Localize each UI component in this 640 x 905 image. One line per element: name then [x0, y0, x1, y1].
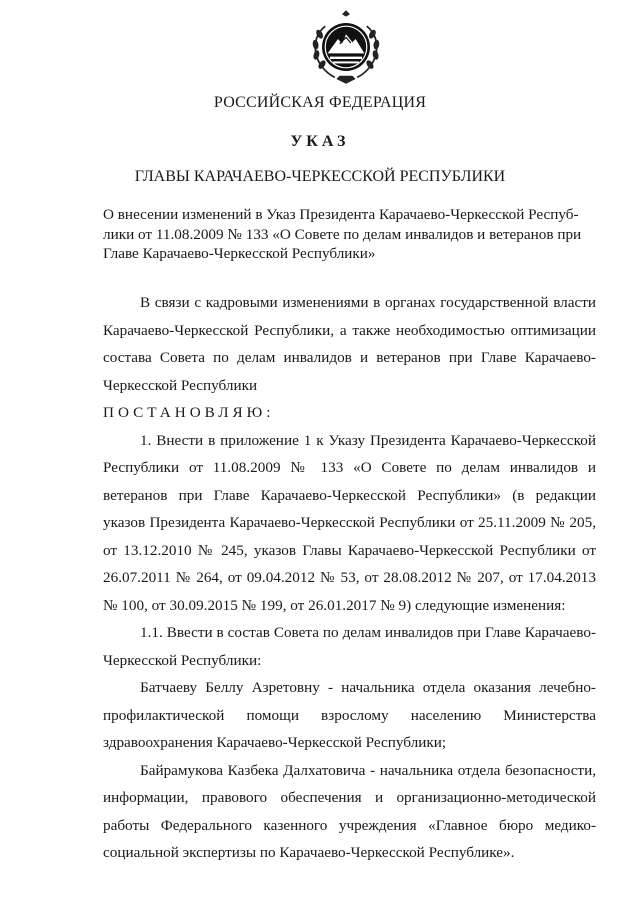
- republic-emblem-icon: [306, 7, 386, 87]
- preamble-paragraph: В связи с кадровыми изменениями в органах государственной власти Карачаево-Черкесской Республики, а также необходимостью оптимизации состава Совета по делам инвалидов и ветеранов при Главе Карачаево-Черкесской Республики: [103, 294, 596, 394]
- council-member-paragraph: Байрамукова Казбека Далхатовича - начальника отдела безопасности, информации, правового обеспечения и организационно-методической работы Федерального казенного учреждения «Главное бюро медико-социальной экспертизы по Карачаево-Черкесской Республике».: [103, 761, 596, 861]
- document-subject: [103, 205, 593, 264]
- decree-word: ПОСТАНОВЛЯЮ:: [103, 404, 275, 421]
- document-body: [103, 289, 596, 867]
- subject-line: О внесении изменений в Указ Президента Карачаево-Черкесской Респуб-: [103, 206, 579, 223]
- subject-line: Главе Карачаево-Черкесской Республики»: [103, 245, 376, 262]
- subject-line: лики от 11.08.2009 № 133 «О Совете по делам инвалидов и ветеранов при: [103, 225, 582, 243]
- item-1-paragraph: 1. Внести в приложение 1 к Указу Президента Карачаево-Черкесской Республики от 11.08.2009 № 133 «О Совете по делам инвалидов и ветеранов при Главе Карачаево-Черкесской Республики» (в редакции указов Президента Карачаево-Черкесской Республики от 25.11.2009 № 205, от 13.12.2010 № 245, указов Главы Карачаево-Черкесской Республики от 26.07.2011 № 264, от 09.04.2012 № 53, от 28.08.2012 № 207, от 17.04.2013 № 100, от 30.09.2015 № 199, от 26.01.2017 № 9) следующие изменения:: [103, 431, 596, 614]
- council-member-paragraph: Батчаеву Беллу Азретовну - начальника отдела оказания лечебно-профилактической помощи взрослому населению Министерства здравоохранения Карачаево-Черкесской Республики;: [103, 679, 596, 751]
- issuer-heading: ГЛАВЫ КАРАЧАЕВО-ЧЕРКЕССКОЙ РЕСПУБЛИКИ: [134, 168, 506, 185]
- country-heading: РОССИЙСКАЯ ФЕДЕРАЦИЯ: [213, 94, 427, 111]
- item-1-1-paragraph: 1.1. Ввести в состав Совета по делам инвалидов при Главе Карачаево-Черкесской Республики:: [103, 624, 596, 669]
- document-type-heading: УКАЗ: [290, 133, 350, 150]
